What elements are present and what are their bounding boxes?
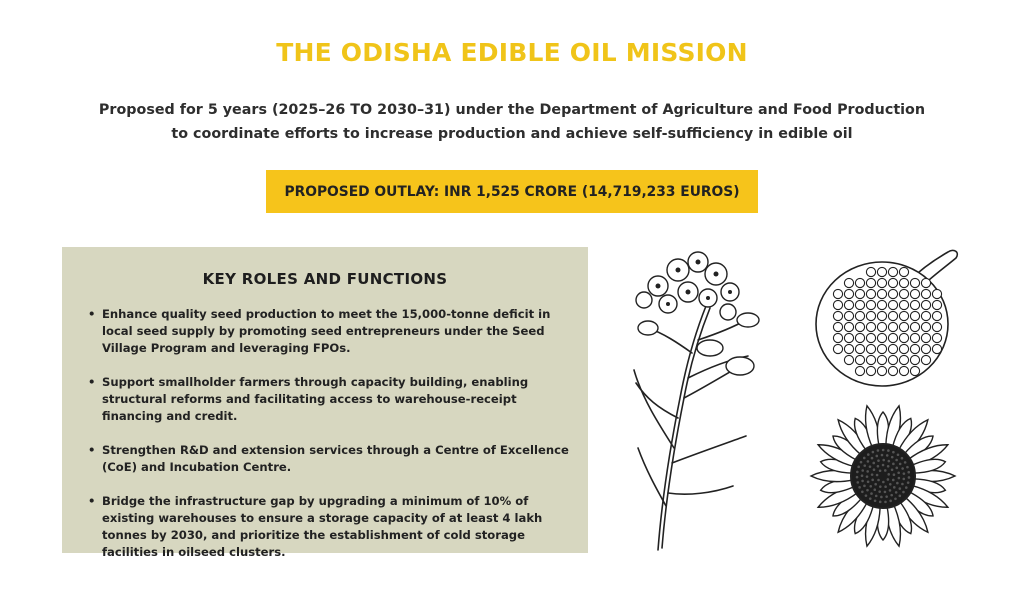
list-item: [88, 493, 570, 561]
subtitle-line-1: Proposed for 5 years (2025–26 TO 2030–31) under the Department of Agriculture and Food Production: [98, 102, 926, 118]
sunflower-icon: [806, 400, 960, 552]
roles-heading: KEY ROLES AND FUNCTIONS: [202, 270, 448, 288]
outlay-banner: [266, 170, 758, 213]
page-title: THE ODISHA EDIBLE OIL MISSION: [276, 38, 748, 67]
list-item-text: Bridge the infrastructure gap by upgrading a minimum of 10% of existing warehouses to ensure a storage capacity of at least 4 lakh tonnes by 2030, and prioritize the establishment of cold storage facilities in oilseed clusters.: [102, 494, 543, 559]
roles-panel: [62, 247, 588, 559]
bullet-icon: •: [88, 307, 96, 321]
mustard-plant-icon: [628, 248, 778, 553]
bullet-icon: •: [88, 375, 96, 389]
list-item-text: Enhance quality seed production to meet the 15,000-tonne deficit in local seed supply by promoting seed entrepreneurs under the Seed Village Program and leveraging FPOs.: [102, 307, 551, 355]
seed-head-icon: [808, 244, 964, 394]
list-item: [88, 374, 570, 425]
outlay-text: PROPOSED OUTLAY: INR 1,525 CRORE (14,719,233 EUROS): [284, 183, 740, 200]
bullet-icon: •: [88, 443, 96, 457]
bullet-icon: •: [88, 494, 96, 508]
list-item-text: Support smallholder farmers through capacity building, enabling structural reforms and facilitating access to warehouse-receipt financing and credit.: [102, 375, 529, 423]
list-item: [88, 306, 570, 357]
list-item: [88, 442, 570, 476]
roles-list: [88, 306, 570, 578]
subtitle-line-2: to coordinate efforts to increase production and achieve self-sufficiency in edible oil: [171, 126, 853, 142]
list-item-text: Strengthen R&D and extension services through a Centre of Excellence (CoE) and Incubation Centre.: [102, 443, 569, 474]
page-subtitle: [70, 98, 954, 146]
